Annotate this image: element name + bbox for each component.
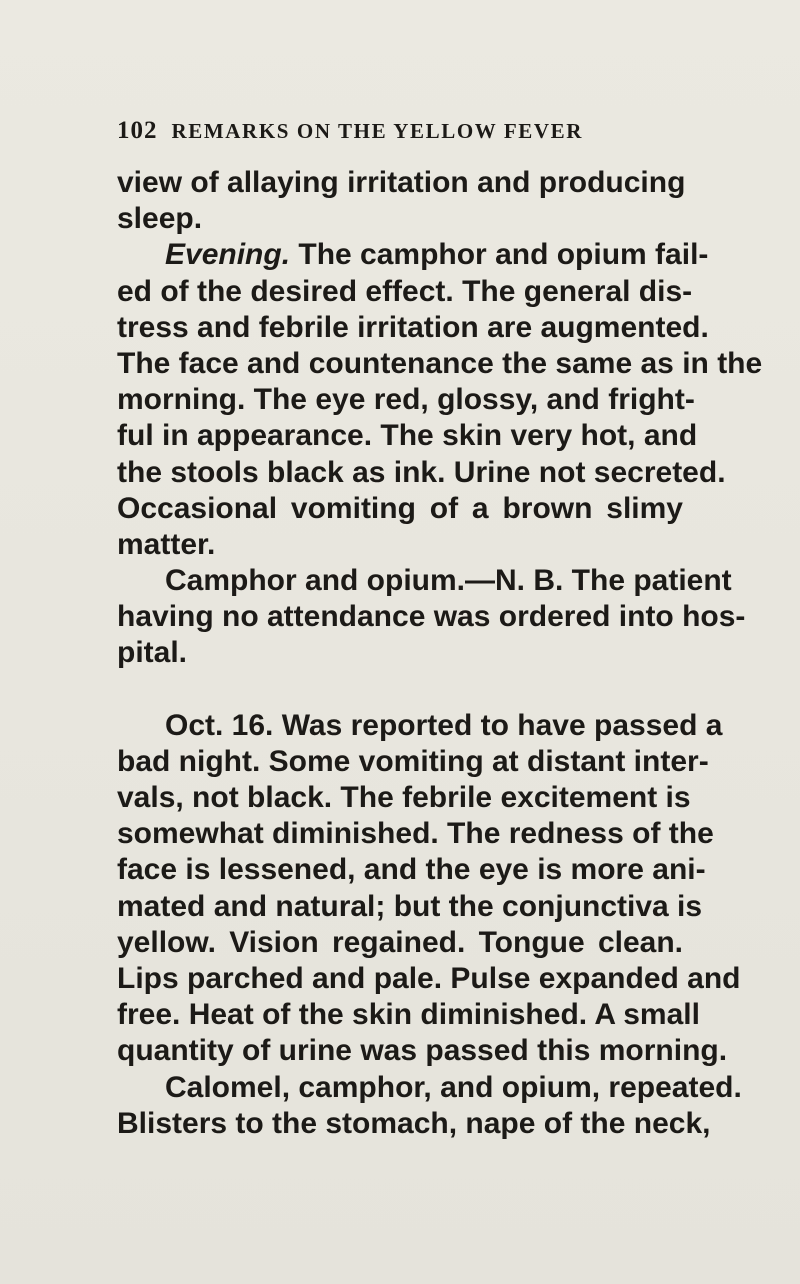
text-line: The face and countenance the same as in the: [117, 346, 763, 380]
text-line: ful in appearance. The skin very hot, and: [117, 419, 698, 453]
text-line: tress and febrile irritation are augmented.: [117, 310, 709, 344]
text-line: ed of the desired effect. The general dis-: [117, 274, 693, 308]
page-number: 102: [117, 117, 158, 144]
text-line: view of allaying irritation and producing: [117, 166, 686, 199]
text-line: morning. The eye red, glossy, and fright-: [117, 383, 695, 417]
text-line: Calomel, camphor, and opium, repeated.: [165, 1070, 742, 1104]
text-line: Camphor and opium.—N. B. The patient: [165, 564, 732, 598]
text-line: somewhat diminished. The redness of the: [117, 817, 714, 851]
text-line: pital.: [117, 636, 188, 670]
running-head: [117, 117, 583, 145]
evening-label: Evening.: [165, 238, 291, 272]
text-line: yellow. Vision regained. Tongue clean.: [117, 925, 683, 959]
text-line: the stools black as ink. Urine not secreted.: [117, 455, 726, 489]
text-line: free. Heat of the skin diminished. A small: [117, 998, 700, 1032]
text-line: [117, 237, 709, 273]
text-line: mated and natural; but the conjunctiva is: [117, 889, 703, 923]
text-line: bad night. Some vomiting at distant inter-: [117, 744, 709, 778]
body-text: [117, 165, 763, 1142]
paragraph-gap: [117, 672, 683, 708]
running-title: REMARKS ON THE YELLOW FEVER: [171, 119, 584, 143]
text-line: face is lessened, and the eye is more ani-: [117, 853, 706, 887]
text-line: quantity of urine was passed this morning.: [117, 1034, 728, 1068]
text-line: Oct. 16. Was reported to have passed a: [165, 708, 723, 742]
text-line: vals, not black. The febrile excitement is: [117, 781, 691, 814]
text-line: Blisters to the stomach, nape of the neck,: [117, 1106, 711, 1140]
text-line: Occasional vomiting of a brown slimy: [117, 491, 683, 525]
text-line: sleep.: [117, 202, 203, 236]
text-line: Lips parched and pale. Pulse expanded and: [117, 961, 741, 995]
text-line: matter.: [117, 527, 216, 561]
text-line: having no attendance was ordered into hos-: [117, 600, 746, 634]
text-fragment: The camphor and opium fail-: [290, 238, 709, 272]
